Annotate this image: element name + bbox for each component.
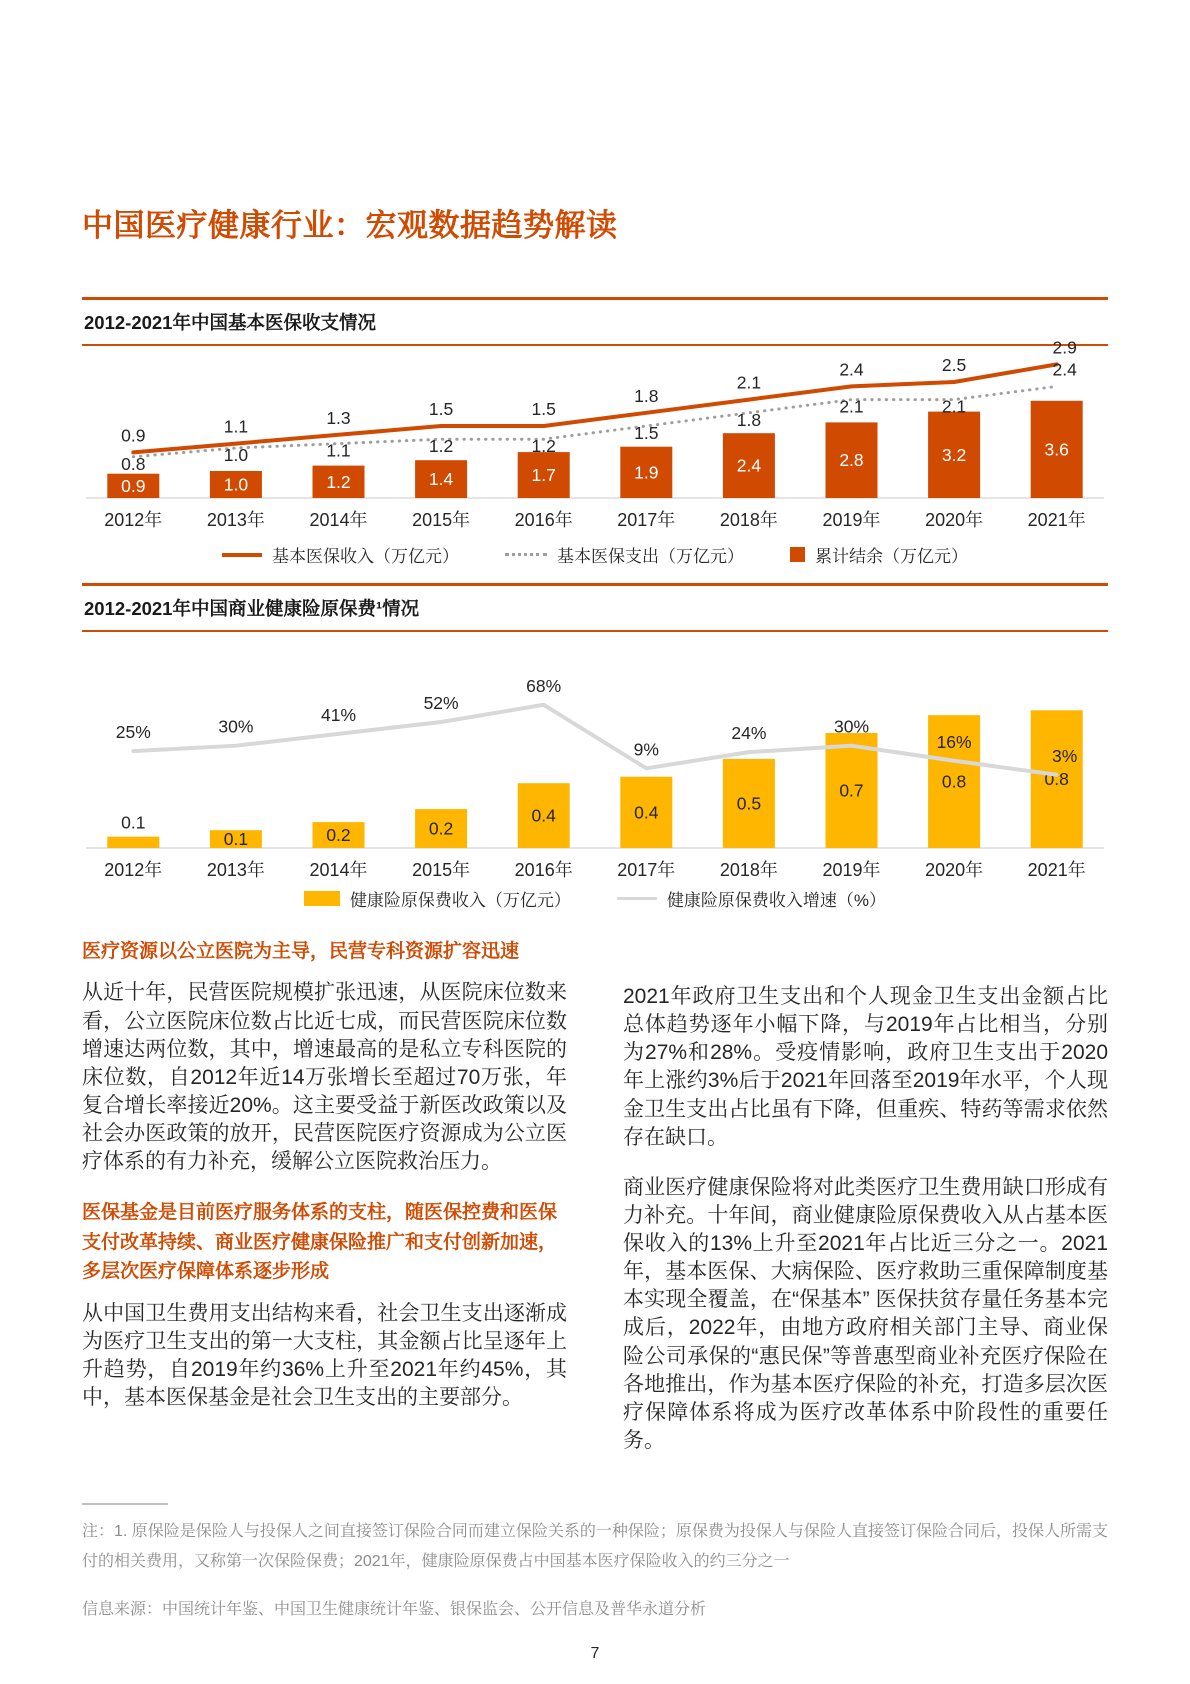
svg-text:2.1: 2.1 [941, 396, 967, 417]
svg-text:2.9: 2.9 [1052, 337, 1077, 358]
footnote-text: 注：1. 原保险是保险人与投保人之间直接签订保险合同而建立保险关系的一种保险；原保费为投保人与保险人直接签订保险合同后，投保人所需支付的相关费用，又称第一次保险保费；2021年，健康险原保费占中国基本医疗保险收入的约三分之一 [82, 1523, 1108, 1570]
svg-text:2017年: 2017年 [617, 860, 676, 880]
svg-text:2018年: 2018年 [719, 510, 778, 530]
svg-text:1.3: 1.3 [326, 407, 351, 428]
svg-text:2021年: 2021年 [1027, 510, 1086, 530]
svg-text:30%: 30% [833, 716, 870, 737]
svg-text:2016年: 2016年 [514, 860, 573, 880]
chart1-legend [82, 542, 1108, 567]
svg-text:41%: 41% [320, 704, 357, 725]
page-number: 7 [590, 1645, 600, 1663]
legend-premium-label: 健康险原保费收入（万亿元） [349, 891, 571, 910]
svg-text:2.4: 2.4 [736, 455, 762, 476]
svg-text:2020年: 2020年 [925, 860, 984, 880]
svg-text:2015年: 2015年 [412, 860, 471, 880]
svg-text:1.8: 1.8 [634, 385, 659, 406]
legend-item-balance [790, 542, 968, 567]
svg-text:52%: 52% [423, 692, 459, 713]
legend-expenditure-label: 基本医保支出（万亿元） [557, 547, 744, 566]
left-paragraph-2: 从中国卫生费用支出结构来看，社会卫生支出逐渐成为医疗卫生支出的第一大支柱，其金额占比呈逐年上升趋势，自2019年约36%上升至2021年约45%，其中，基本医保基金是社会卫生支出的主要部分。 [82, 1301, 567, 1409]
svg-text:1.9: 1.9 [634, 462, 659, 483]
svg-text:1.1: 1.1 [223, 416, 249, 437]
legend-item-income [222, 542, 459, 567]
svg-text:0.4: 0.4 [531, 805, 556, 826]
legend-item-growth [617, 886, 886, 911]
legend-item-premium [304, 886, 571, 911]
svg-text:2014年: 2014年 [309, 860, 368, 880]
svg-text:1.5: 1.5 [428, 399, 454, 419]
svg-text:3%: 3% [1052, 745, 1078, 766]
svg-text:2013年: 2013年 [206, 510, 265, 530]
growth-line-swatch-icon [617, 897, 657, 900]
svg-text:30%: 30% [218, 716, 254, 737]
svg-text:1.8: 1.8 [736, 409, 762, 430]
legend-balance-label: 累计结余（万亿元） [815, 547, 968, 566]
legend-item-expenditure [505, 542, 744, 567]
right-paragraph-2: 商业医疗健康保险将对此类医疗卫生费用缺口形成有力补充。十年间，商业健康险原保费收入从占基本医保收入的13%上升至2021年占比近三分之一。2021年，基本医保、大病保险、医疗救助三重保障制度基本实现全覆盖，在“保基本” 医保扶贫存量任务基本完成后，2022年，由地方政府相关部门主导、商业保险公司承保的“惠民保”等普惠型商业补充医疗保险在各地推出，作为基本医疗保险的补充，打造多层次医疗保障体系将成为医疗改革体系中阶段性的重要任务。 [623, 1175, 1108, 1452]
svg-text:2015年: 2015年 [412, 510, 471, 530]
left-heading-2: 医保基金是目前医疗服务体系的支柱，随医保控费和医保支付改革持续、商业医疗健康保险推广和支付创新加速，多层次医疗保障体系逐步形成 [82, 1202, 558, 1283]
svg-text:0.1: 0.1 [223, 829, 249, 850]
svg-text:2.1: 2.1 [839, 396, 864, 417]
svg-text:0.4: 0.4 [634, 802, 659, 823]
svg-text:1.4: 1.4 [428, 469, 454, 490]
svg-text:0.8: 0.8 [941, 771, 967, 792]
svg-text:2018年: 2018年 [719, 860, 778, 880]
svg-text:0.7: 0.7 [839, 780, 864, 801]
svg-text:1.5: 1.5 [634, 423, 659, 443]
svg-text:0.5: 0.5 [736, 793, 762, 814]
svg-text:2.5: 2.5 [941, 355, 967, 375]
chart2-title: 2012-2021年中国商业健康险原保费¹情况 [82, 583, 1108, 632]
source-text: 信息来源：中国统计年鉴、中国卫生健康统计年鉴、银保监会、公开信息及普华永道分析 [82, 1601, 707, 1619]
svg-text:3.6: 3.6 [1044, 439, 1069, 460]
chart1-title: 2012-2021年中国基本医保收支情况 [82, 297, 1108, 346]
legend-growth-label: 健康险原保费收入增速（%） [666, 891, 887, 910]
chart-section-basic-medical-insurance [82, 297, 1108, 567]
svg-text:9%: 9% [633, 739, 659, 760]
left-paragraph-1: 从近十年，民营医院规模扩张迅速，从医院床位数来看，公立医院床位数占比近七成，而民营医院床位数增速达两位数，其中，增速最高的是私立专科医院的床位数，自2012年近14万张增长至超过70万张，年复合增长率接近20%。这主要受益于新医改政策以及社会办医政策的放开，民营医院医疗资源成为公立医疗体系的有力补充，缓解公立医院救治压力。 [82, 981, 567, 1174]
expenditure-dotted-swatch-icon [505, 553, 547, 556]
left-heading-1: 医疗资源以公立医院为主导，民营专科资源扩容迅速 [82, 941, 520, 962]
page-title: 中国医疗健康行业：宏观数据趋势解读 [82, 208, 618, 243]
svg-text:1.0: 1.0 [223, 445, 249, 465]
svg-text:3.2: 3.2 [941, 444, 967, 465]
svg-text:2017年: 2017年 [617, 510, 676, 530]
svg-text:2.1: 2.1 [736, 372, 762, 393]
svg-text:2014年: 2014年 [309, 510, 368, 530]
svg-text:2.4: 2.4 [1052, 359, 1077, 380]
svg-text:0.9: 0.9 [121, 475, 146, 496]
left-column [82, 937, 567, 1477]
svg-text:0.2: 0.2 [428, 818, 454, 839]
legend-income-label: 基本医保收入（万亿元） [272, 547, 459, 566]
svg-text:0.8: 0.8 [1044, 769, 1069, 790]
svg-text:0.2: 0.2 [326, 825, 351, 846]
svg-text:2.4: 2.4 [839, 359, 864, 380]
svg-text:2012年: 2012年 [104, 510, 163, 530]
svg-text:2021年: 2021年 [1027, 860, 1086, 880]
svg-text:0.1: 0.1 [121, 812, 146, 833]
svg-text:0.9: 0.9 [121, 425, 146, 446]
svg-text:2013年: 2013年 [206, 860, 265, 880]
chart1-canvas [82, 337, 1108, 540]
svg-text:2012年: 2012年 [104, 860, 163, 880]
chart2-legend [82, 886, 1108, 911]
svg-text:24%: 24% [731, 723, 767, 744]
svg-text:1.7: 1.7 [531, 465, 556, 486]
svg-text:1.1: 1.1 [326, 440, 351, 461]
svg-text:1.0: 1.0 [223, 474, 249, 495]
svg-text:2016年: 2016年 [514, 510, 573, 530]
right-paragraph-1: 2021年政府卫生支出和个人现金卫生支出金额占比总体趋势逐年小幅下降，与2019年占比相当，分别为27%和28%。受疫情影响，政府卫生支出于2020年上涨约3%后于2021年回落至2019年水平，个人现金卫生支出占比虽有下降，但重疾、特药等需求依然存在缺口。 [623, 985, 1108, 1149]
income-line-swatch-icon [222, 553, 262, 557]
svg-text:2020年: 2020年 [925, 510, 984, 530]
svg-text:2019年: 2019年 [822, 510, 881, 530]
right-column [623, 937, 1108, 1477]
svg-text:2.8: 2.8 [839, 450, 864, 471]
svg-text:2019年: 2019年 [822, 860, 881, 880]
svg-text:1.2: 1.2 [326, 471, 351, 492]
balance-bar-swatch-icon [790, 547, 805, 562]
svg-text:0.8: 0.8 [121, 453, 146, 474]
svg-text:16%: 16% [936, 731, 972, 752]
premium-bar-swatch-icon [304, 891, 340, 906]
svg-text:25%: 25% [115, 722, 151, 743]
chart-section-health-premium [82, 583, 1108, 911]
footnote-divider [82, 1503, 168, 1505]
svg-text:68%: 68% [526, 675, 562, 696]
body-columns [82, 937, 1108, 1477]
svg-text:1.2: 1.2 [531, 436, 556, 457]
chart2-canvas [82, 636, 1108, 884]
svg-text:1.5: 1.5 [531, 399, 556, 419]
svg-text:1.2: 1.2 [428, 436, 454, 457]
